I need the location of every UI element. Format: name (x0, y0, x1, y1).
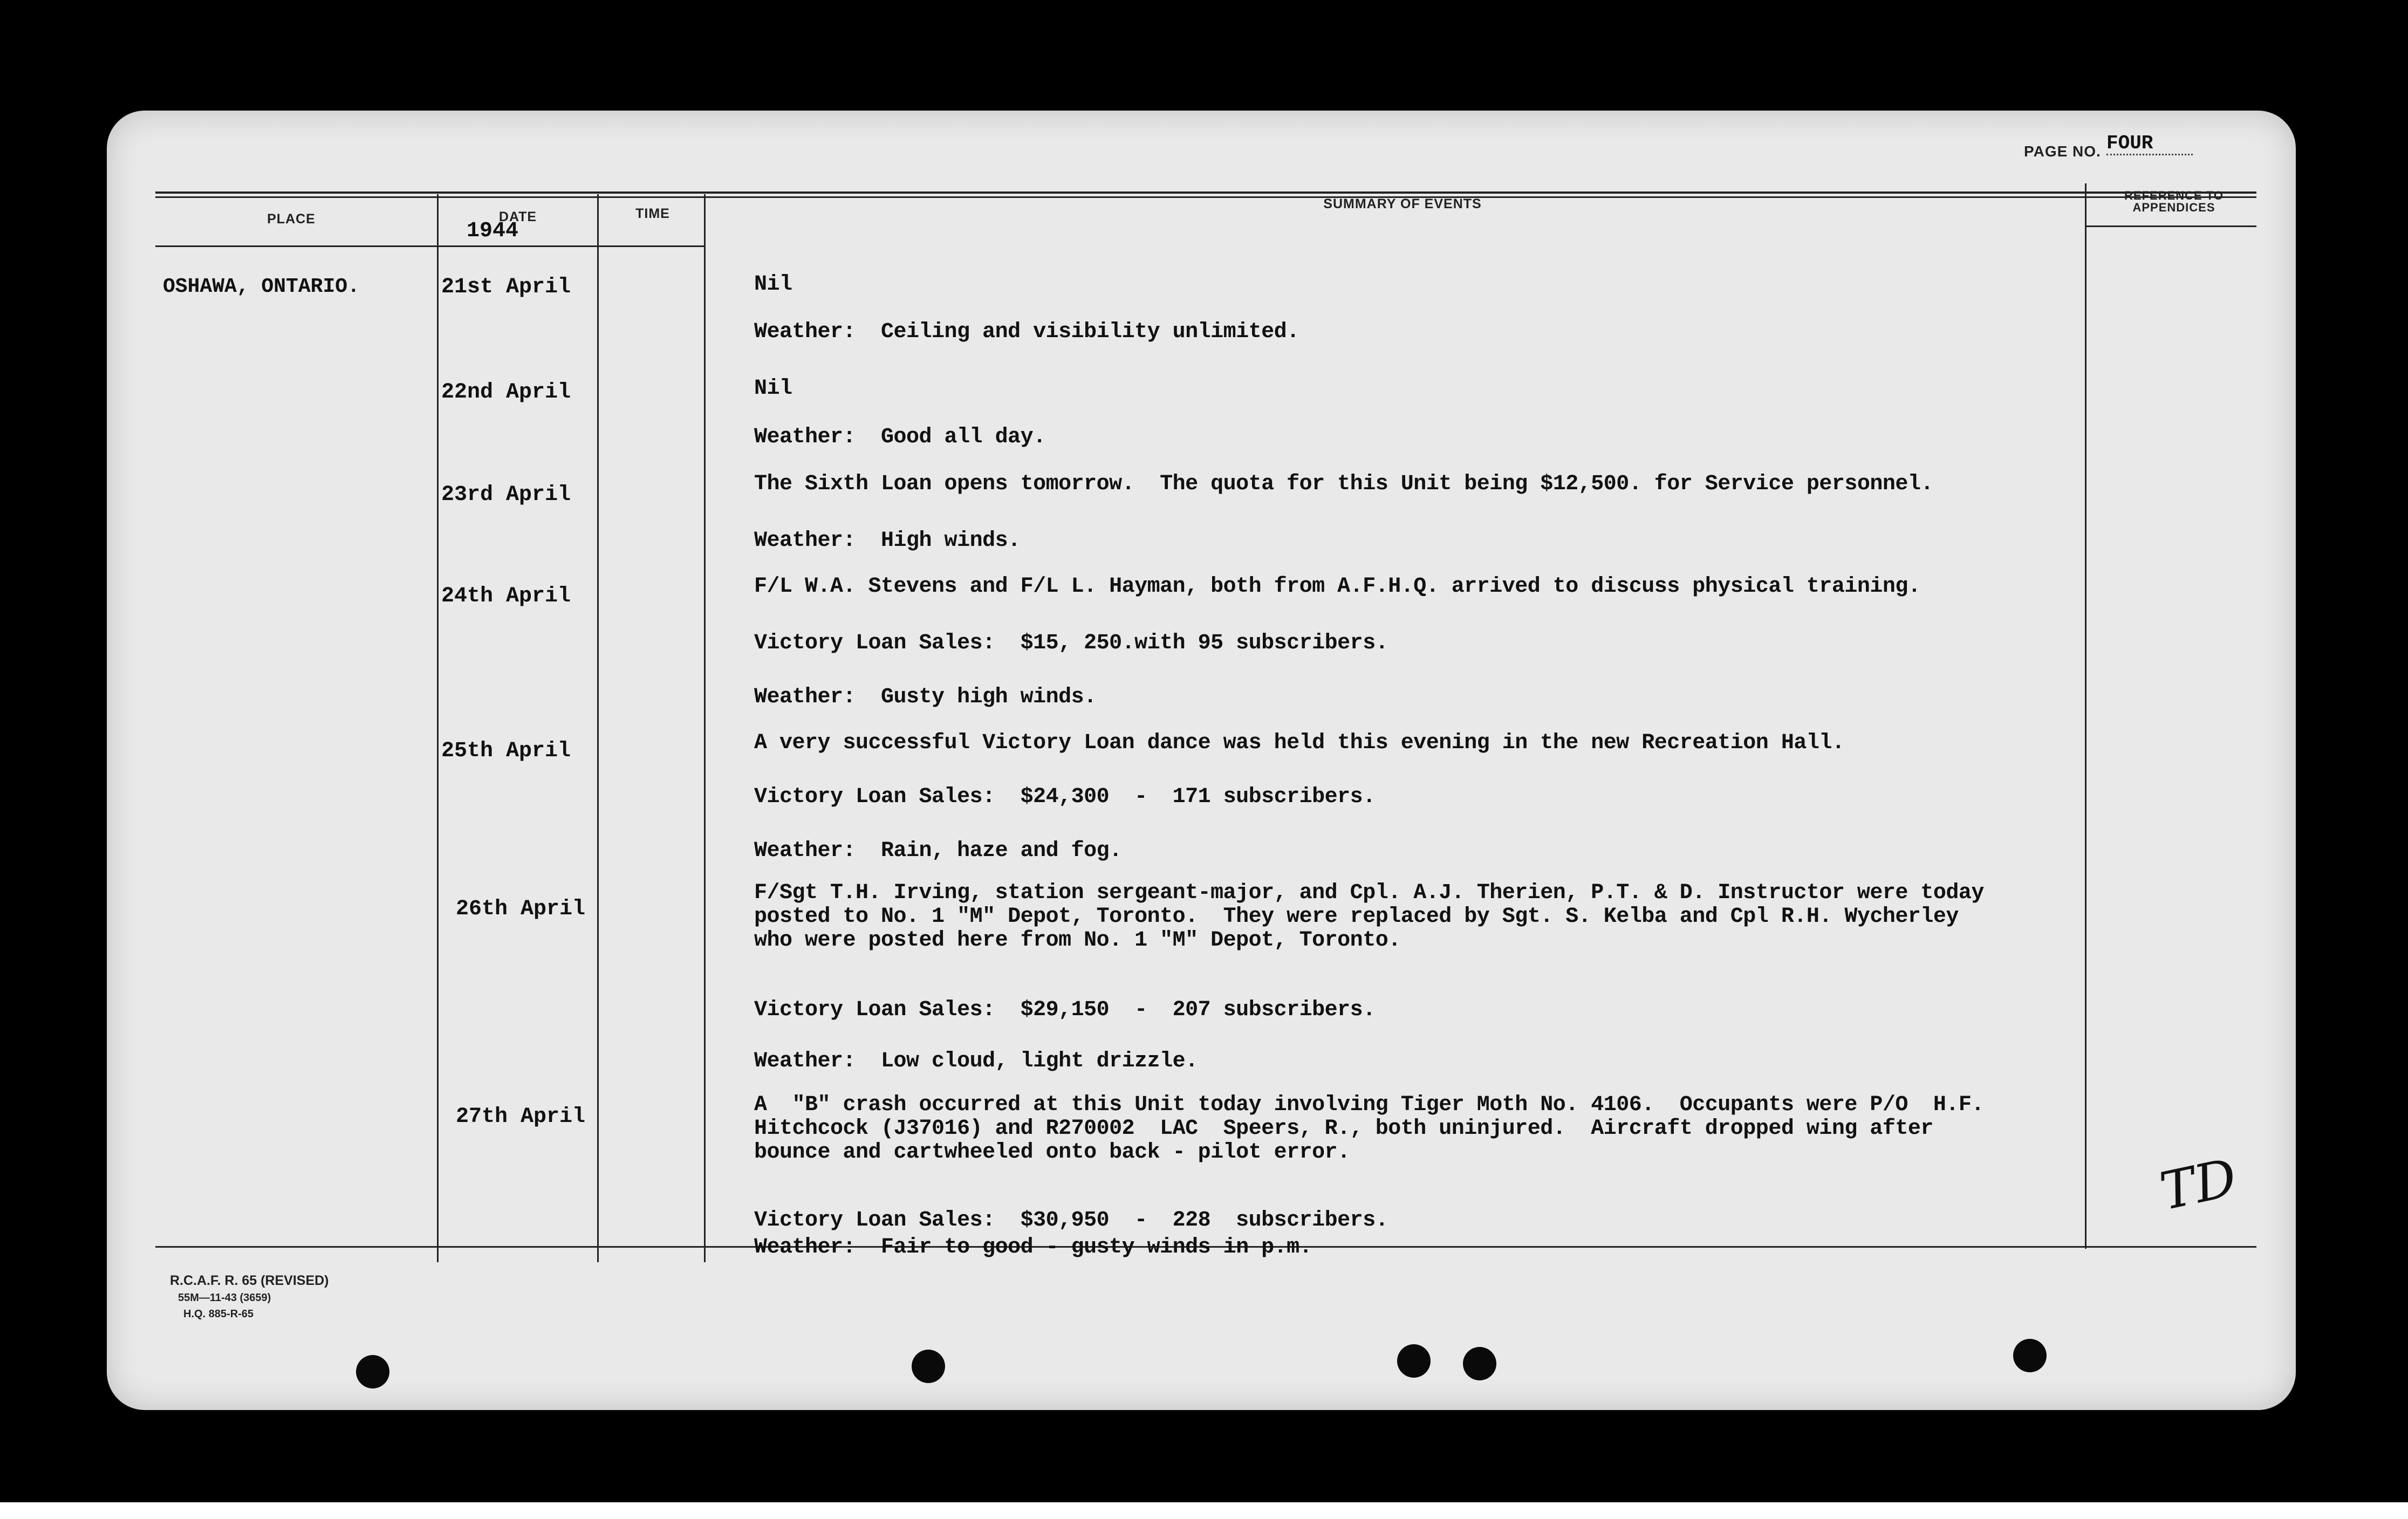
summary-line: F/Sgt T.H. Irving, station sergeant-major, and Cpl. A.J. Therien, P.T. & D. Instructor were today (754, 881, 1984, 905)
column-header-date: DATE (498, 209, 537, 224)
table-top-rule-2 (155, 196, 2256, 198)
entry-date: 27th April (456, 1105, 586, 1129)
summary-line: Nil (754, 377, 792, 401)
page-number-label: PAGE NO. (2024, 143, 2101, 160)
summary-line: Victory Loan Sales: $15, 250.with 95 subscribers. (754, 631, 1388, 655)
form-number: R.C.A.F. R. 65 (REVISED) (170, 1273, 329, 1288)
summary-line: bounce and cartwheeled onto back - pilot error. (754, 1140, 1350, 1165)
column-divider-date (597, 194, 599, 1262)
entry-date: 24th April (441, 584, 571, 608)
summary-line: Weather: Fair to good - gusty winds in p.m. (754, 1235, 1312, 1260)
entry-date: 23rd April (441, 483, 571, 507)
table-top-rule (155, 191, 2256, 194)
column-divider-place (437, 194, 439, 1262)
print-code: 55M—11-43 (3659) (178, 1292, 271, 1304)
hq-code: H.Q. 885-R-65 (183, 1308, 254, 1320)
entry-date: 21st April (441, 275, 571, 299)
handwritten-initials: TD (2154, 1147, 2242, 1222)
summary-line: Weather: Good all day. (754, 425, 1046, 449)
summary-line: Weather: High winds. (754, 529, 1021, 553)
entry-date: 25th April (441, 739, 571, 763)
binder-hole (1397, 1344, 1431, 1378)
summary-line: Nil (754, 272, 792, 297)
column-divider-time (704, 194, 706, 1262)
binder-hole (2013, 1339, 2047, 1372)
column-header-reference: REFERENCE TO APPENDICES (2124, 189, 2224, 214)
page-number-value: FOUR (2106, 132, 2153, 154)
column-header-summary: SUMMARY OF EVENTS (1323, 196, 1482, 211)
summary-line: A "B" crash occurred at this Unit today involving Tiger Moth No. 4106. Occupants were P/O H.F. (754, 1093, 1984, 1117)
summary-line: Weather: Gusty high winds. (754, 685, 1097, 709)
binder-hole (912, 1350, 945, 1383)
entry-date: 26th April (456, 897, 586, 921)
summary-line: Hitchcock (J37016) and R270002 LAC Speers, R., both uninjured. Aircraft dropped wing after (754, 1117, 1933, 1141)
summary-line: Weather: Low cloud, light drizzle. (754, 1049, 1198, 1073)
summary-line: Weather: Ceiling and visibility unlimited. (754, 320, 1299, 344)
header-rule-right (2085, 225, 2256, 227)
summary-line: F/L W.A. Stevens and F/L L. Hayman, both from A.F.H.Q. arrived to discuss physical training. (754, 574, 1921, 599)
summary-line: A very successful Victory Loan dance was held this evening in the new Recreation Hall. (754, 731, 1845, 755)
summary-line: Weather: Rain, haze and fog. (754, 839, 1122, 863)
binder-hole (356, 1355, 389, 1388)
column-header-place: PLACE (267, 211, 316, 227)
column-divider-summary (2085, 183, 2087, 1249)
page-number-underline (2106, 154, 2193, 155)
entry-date: 22nd April (441, 380, 571, 405)
year: 1944 (467, 219, 519, 243)
binder-hole (1463, 1347, 1496, 1380)
summary-line: Victory Loan Sales: $24,300 - 171 subscribers. (754, 785, 1376, 809)
header-rule-left (155, 245, 706, 247)
summary-line: posted to No. 1 "M" Depot, Toronto. They were replaced by Sgt. S. Kelba and Cpl R.H. Wycherley (754, 905, 1959, 929)
summary-line: Victory Loan Sales: $29,150 - 207 subscribers. (754, 998, 1376, 1022)
summary-line: Victory Loan Sales: $30,950 - 228 subscribers. (754, 1208, 1388, 1233)
bottom-border (0, 1502, 2408, 1519)
summary-line: who were posted here from No. 1 "M" Depot, Toronto. (754, 928, 1401, 953)
summary-line: The Sixth Loan opens tomorrow. The quota for this Unit being $12,500. for Service personnel. (754, 472, 1933, 496)
column-header-time: TIME (635, 206, 670, 221)
place: OSHAWA, ONTARIO. (163, 275, 360, 298)
